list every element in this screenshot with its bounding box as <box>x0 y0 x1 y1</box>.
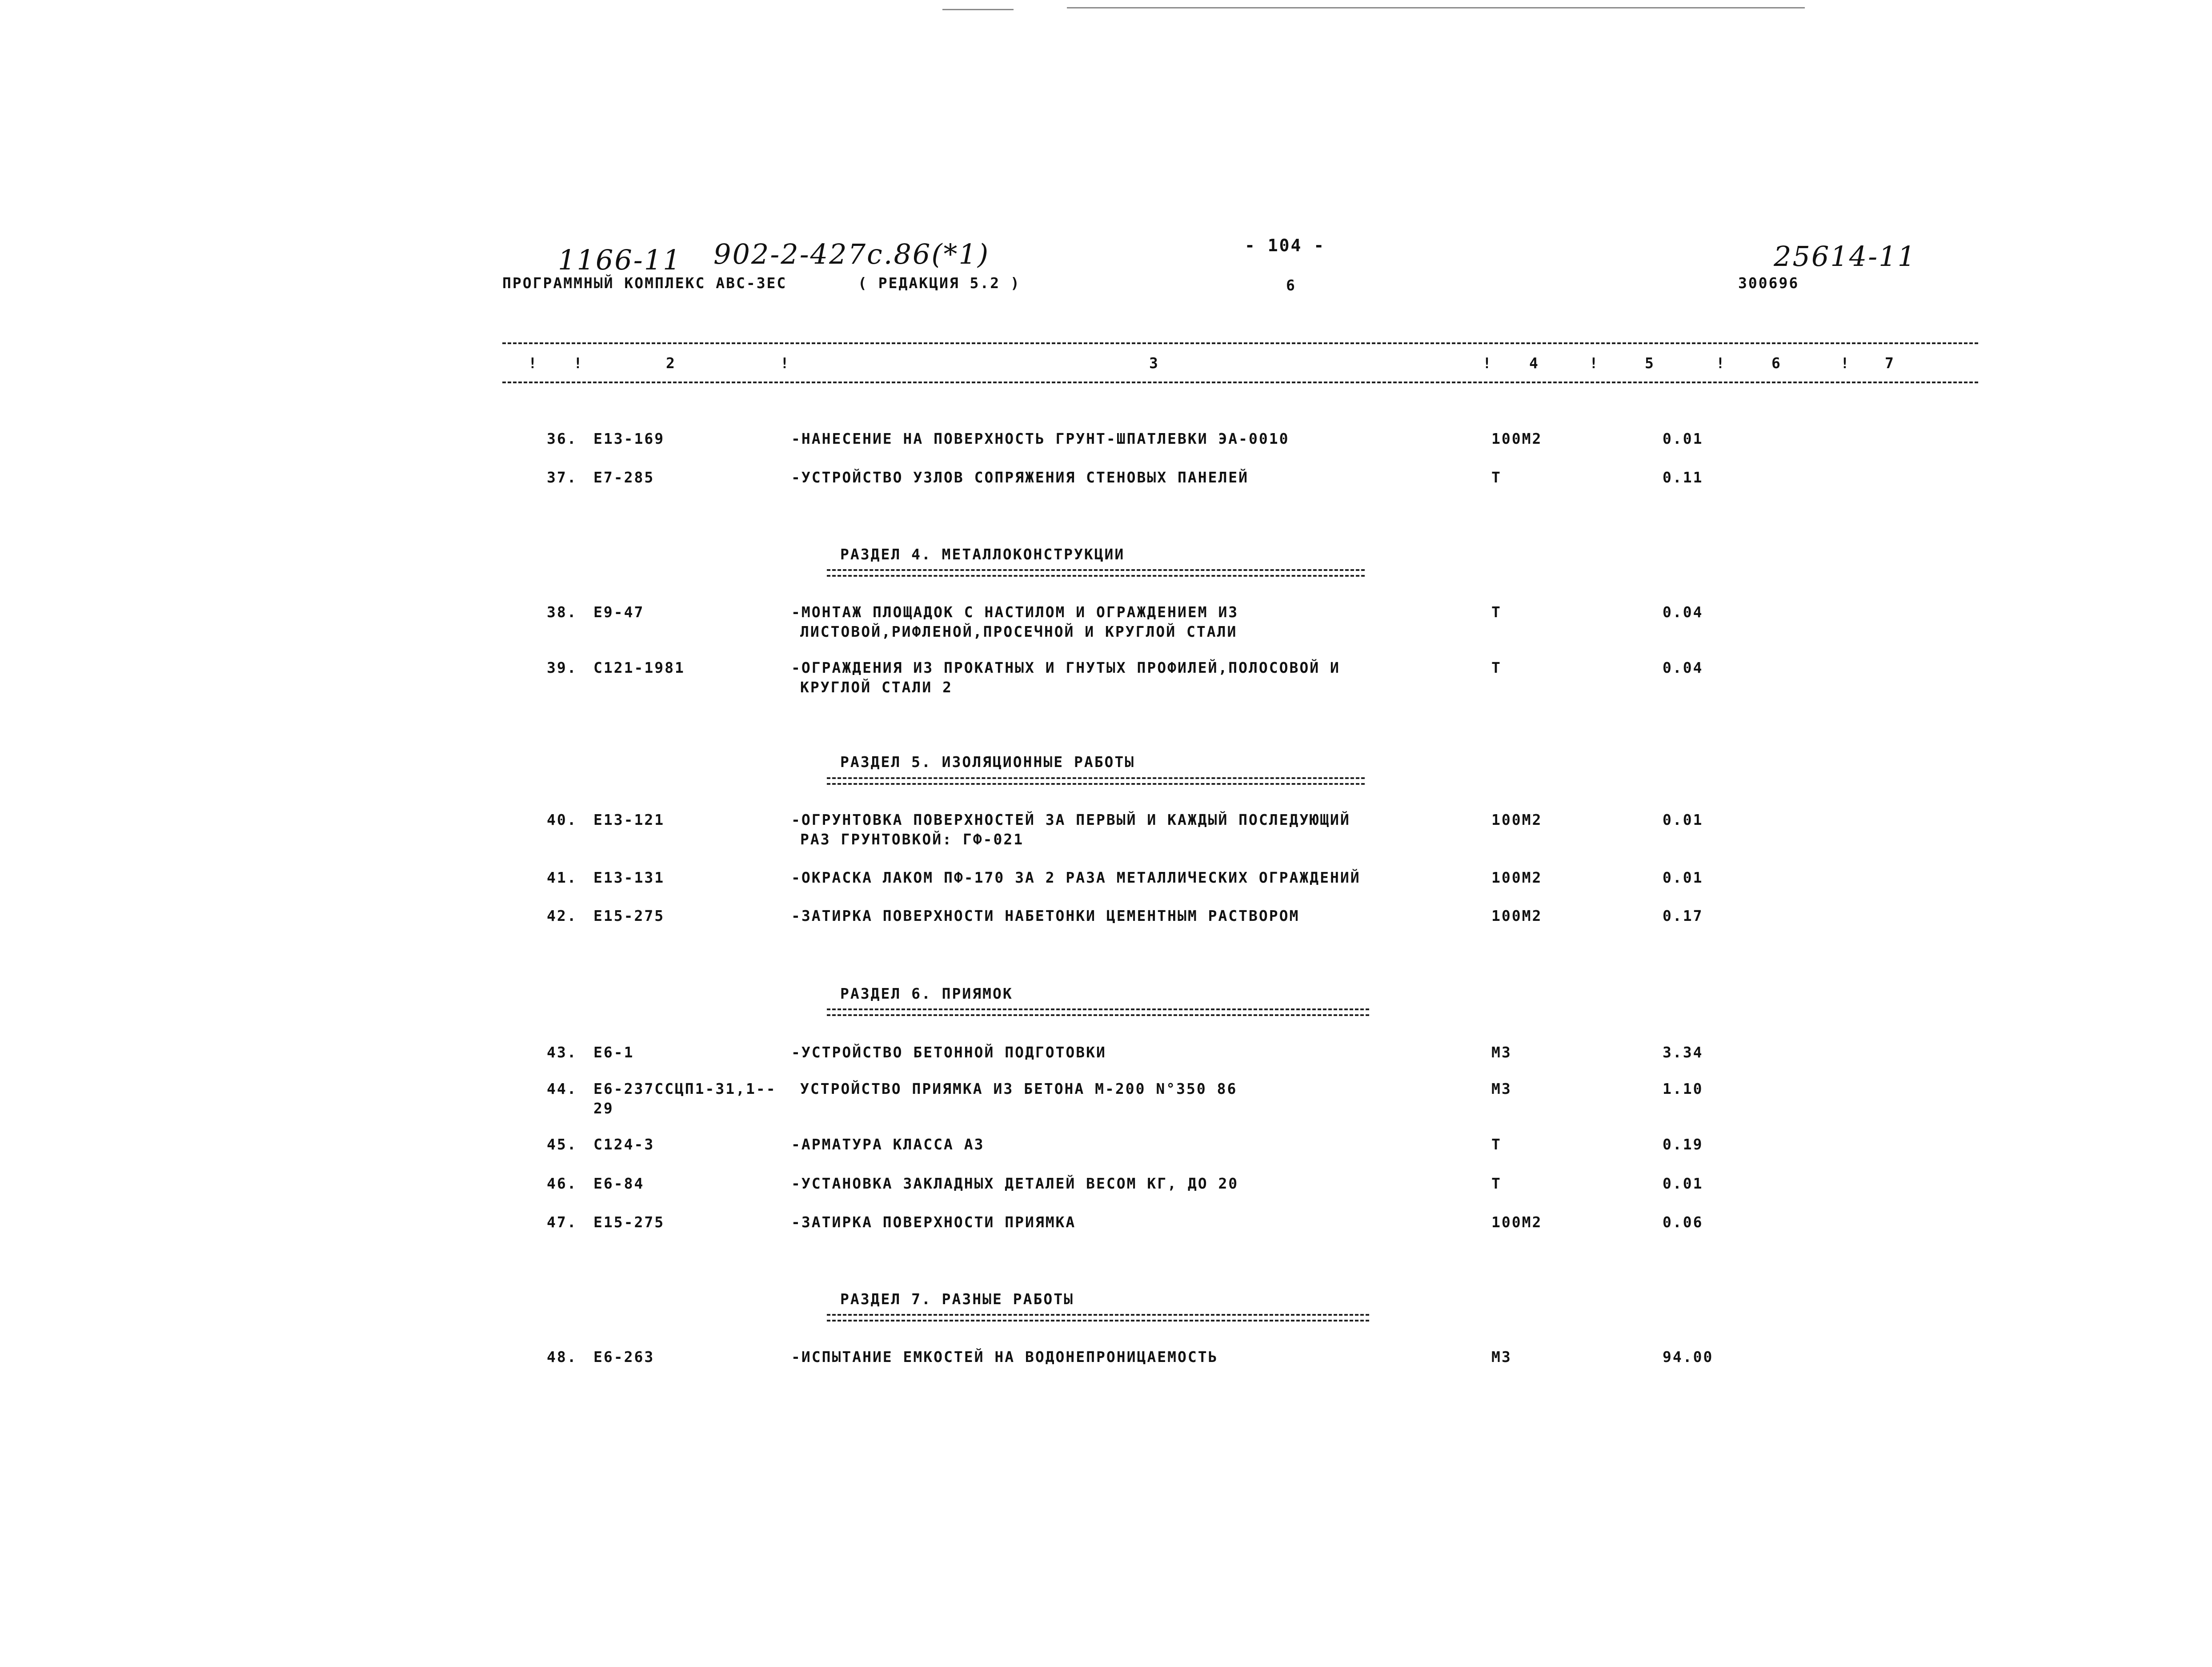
doc-number-printed: 300696 <box>1738 274 1799 292</box>
section-title: РАЗДЕЛ 4. МЕТАЛЛОКОНСТРУКЦИИ <box>840 546 1125 563</box>
row-description: -УСТРОЙСТВО БЕТОННОЙ ПОДГОТОВКИ <box>791 1044 1106 1061</box>
section-title: РАЗДЕЛ 7. РАЗНЫЕ РАБОТЫ <box>840 1290 1074 1308</box>
col-header-5: 5 <box>1645 354 1655 372</box>
row-description <box>791 603 1238 642</box>
row-description: -ИСПЫТАНИЕ ЕМКОСТЕЙ НА ВОДОНЕПРОНИЦАЕМОСТЬ <box>791 1348 1218 1366</box>
row-number: 47. <box>547 1213 577 1231</box>
row-unit: М3 <box>1491 1348 1512 1366</box>
col-header-2: 2 <box>666 354 676 372</box>
table-row <box>0 810 2212 850</box>
col-sep: ! <box>1483 354 1493 372</box>
row-unit: Т <box>1491 659 1502 676</box>
row-description: -УСТРОЙСТВО УЗЛОВ СОПРЯЖЕНИЯ СТЕНОВЫХ ПАНЕЛЕЙ <box>791 469 1249 486</box>
row-number: 43. <box>547 1044 577 1061</box>
col-header-3: 3 <box>1149 354 1159 372</box>
table-row <box>0 1135 2212 1175</box>
table-row <box>0 1174 2212 1214</box>
row-unit: М3 <box>1491 1044 1512 1061</box>
col-header-6: 6 <box>1771 354 1782 372</box>
row-code: Е13-121 <box>593 811 665 828</box>
row-number: 42. <box>547 907 577 924</box>
row-unit: Т <box>1491 1175 1502 1192</box>
row-quantity: 3.34 <box>1663 1044 1703 1061</box>
row-unit: М3 <box>1491 1080 1512 1097</box>
row-description-line: РАЗ ГРУНТОВКОЙ: ГФ-021 <box>800 831 1024 848</box>
col-sep: ! <box>780 354 790 372</box>
handwritten-project-code: 902-2-427с.86(*1) <box>713 238 990 270</box>
row-quantity: 0.17 <box>1663 907 1703 924</box>
col-header-7: 7 <box>1885 354 1895 372</box>
row-code <box>593 1079 777 1118</box>
row-quantity: 0.01 <box>1663 1175 1703 1192</box>
row-code: С121-1981 <box>593 659 685 676</box>
row-quantity: 0.04 <box>1663 659 1703 676</box>
handwritten-sheet-number: 1166-11 <box>558 244 682 276</box>
row-description-line: -ОГРУНТОВКА ПОВЕРХНОСТЕЙ ЗА ПЕРВЫЙ И КАЖДЫЙ ПОСЛЕДУЮЩИЙ <box>791 811 1350 828</box>
row-description <box>791 658 1340 697</box>
row-unit: Т <box>1491 469 1502 486</box>
row-unit: 100М2 <box>1491 869 1543 886</box>
page-marker: - 104 - <box>1245 236 1326 255</box>
row-code: Е15-275 <box>593 907 665 924</box>
table-row <box>0 603 2212 643</box>
row-unit: 100М2 <box>1491 1213 1543 1231</box>
row-description-line: КРУГЛОЙ СТАЛИ 2 <box>800 679 953 696</box>
section-underline <box>827 1314 1369 1316</box>
row-number: 38. <box>547 603 577 621</box>
col-sep: ! <box>1840 354 1851 372</box>
col-sep: ! <box>573 354 584 372</box>
row-code: Е13-131 <box>593 869 665 886</box>
section-title: РАЗДЕЛ 5. ИЗОЛЯЦИОННЫЕ РАБОТЫ <box>840 753 1135 771</box>
table-row <box>0 429 2212 469</box>
row-description: УСТРОЙСТВО ПРИЯМКА ИЗ БЕТОНА М-200 N°350 86 <box>800 1080 1238 1097</box>
row-unit: 100М2 <box>1491 430 1543 447</box>
row-description: -УСТАНОВКА ЗАКЛАДНЫХ ДЕТАЛЕЙ ВЕСОМ КГ, ДО 20 <box>791 1175 1239 1192</box>
row-unit: Т <box>1491 603 1502 621</box>
table-row <box>0 1213 2212 1253</box>
row-code-line: 29 <box>593 1100 614 1117</box>
row-description-line: -ОГРАЖДЕНИЯ ИЗ ПРОКАТНЫХ И ГНУТЫХ ПРОФИЛЕЙ,ПОЛОСОВОЙ И <box>791 659 1340 676</box>
table-row <box>0 658 2212 698</box>
row-description: -АРМАТУРА КЛАССА А3 <box>791 1136 985 1153</box>
row-code: Е6-263 <box>593 1348 655 1366</box>
edition-label: ( РЕДАКЦИЯ 5.2 ) <box>858 274 1021 292</box>
scan-mark-top-right <box>1067 7 1805 8</box>
table-row <box>0 906 2212 946</box>
table-row <box>0 1347 2212 1387</box>
row-description: -НАНЕСЕНИЕ НА ПОВЕРХНОСТЬ ГРУНТ-ШПАТЛЕВКИ ЭА-0010 <box>791 430 1290 447</box>
col-sep: ! <box>1716 354 1726 372</box>
row-number: 40. <box>547 811 577 828</box>
row-description: -ЗАТИРКА ПОВЕРХНОСТИ НАБЕТОНКИ ЦЕМЕНТНЫМ РАСТВОРОМ <box>791 907 1300 924</box>
row-number: 39. <box>547 659 577 676</box>
row-unit: 100М2 <box>1491 907 1543 924</box>
row-quantity: 0.19 <box>1663 1136 1703 1153</box>
row-description <box>791 810 1350 849</box>
section-underline <box>827 777 1365 779</box>
section-title: РАЗДЕЛ 6. ПРИЯМОК <box>840 985 1013 1002</box>
col-sep: ! <box>1589 354 1599 372</box>
program-title: ПРОГРАММНЫЙ КОМПЛЕКС АВС-ЗЕС <box>502 274 787 292</box>
row-code: Е9-47 <box>593 603 645 621</box>
row-quantity: 94.00 <box>1663 1348 1714 1366</box>
col-sep: ! <box>528 354 538 372</box>
table-header-rule <box>502 382 1978 383</box>
row-number: 36. <box>547 430 577 447</box>
row-quantity: 0.06 <box>1663 1213 1703 1231</box>
table-row <box>0 468 2212 508</box>
table-top-rule <box>502 342 1978 344</box>
row-code: Е6-84 <box>593 1175 645 1192</box>
row-code: Е6-1 <box>593 1044 634 1061</box>
row-number: 44. <box>547 1080 577 1097</box>
col-header-4: 4 <box>1529 354 1539 372</box>
row-code: Е7-285 <box>593 469 655 486</box>
row-description: -ЗАТИРКА ПОВЕРХНОСТИ ПРИЯМКА <box>791 1213 1076 1231</box>
page-small-number: 6 <box>1286 277 1296 294</box>
table-row <box>0 1079 2212 1119</box>
row-quantity: 0.01 <box>1663 869 1703 886</box>
table-row <box>0 868 2212 908</box>
row-quantity: 0.01 <box>1663 430 1703 447</box>
row-code: С124-3 <box>593 1136 655 1153</box>
section-underline <box>827 1008 1369 1010</box>
row-description-line: -МОНТАЖ ПЛОЩАДОК С НАСТИЛОМ И ОГРАЖДЕНИЕМ ИЗ <box>791 603 1239 621</box>
row-description: -ОКРАСКА ЛАКОМ ПФ-170 ЗА 2 РАЗА МЕТАЛЛИЧЕСКИХ ОГРАЖДЕНИЙ <box>791 869 1361 886</box>
row-quantity: 0.01 <box>1663 811 1703 828</box>
row-number: 37. <box>547 469 577 486</box>
section-underline <box>827 569 1365 571</box>
row-code-line: Е6-237ССЦП1-31,1-- <box>593 1080 777 1097</box>
row-code: Е13-169 <box>593 430 665 447</box>
row-unit: 100М2 <box>1491 811 1543 828</box>
handwritten-doc-number: 25614-11 <box>1774 240 1917 273</box>
row-quantity: 1.10 <box>1663 1080 1703 1097</box>
row-quantity: 0.11 <box>1663 469 1703 486</box>
row-quantity: 0.04 <box>1663 603 1703 621</box>
scan-mark-top-left <box>942 9 1014 10</box>
row-description-line: ЛИСТОВОЙ,РИФЛЕНОЙ,ПРОСЕЧНОЙ И КРУГЛОЙ СТАЛИ <box>800 623 1238 640</box>
row-number: 48. <box>547 1348 577 1366</box>
row-number: 45. <box>547 1136 577 1153</box>
row-unit: Т <box>1491 1136 1502 1153</box>
table-row <box>0 1043 2212 1083</box>
row-code: Е15-275 <box>593 1213 665 1231</box>
row-number: 41. <box>547 869 577 886</box>
row-number: 46. <box>547 1175 577 1192</box>
